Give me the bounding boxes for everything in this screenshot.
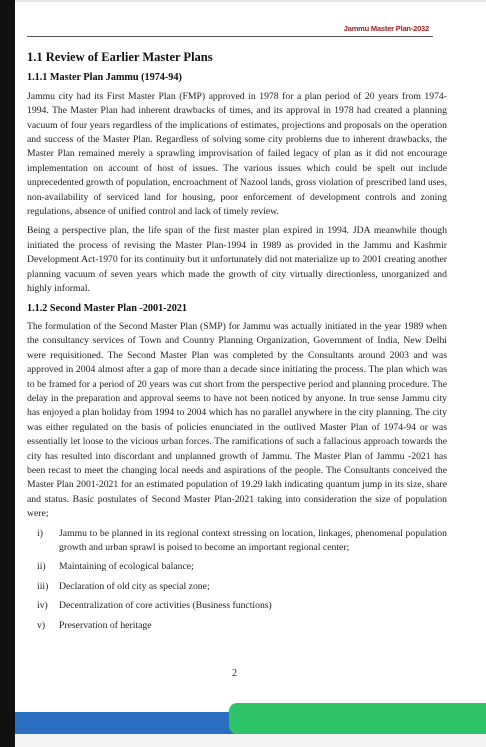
paragraph: Being a perspective plan, the life span of the first master plan expired in 1994. JDA meanwhile though initiated the process of revising the Master Plan-1994 in 1989 as provided in the Jammu and Kashmir Development Act-1970 for its continuity but it unfortunately did not materialize up to 2001 creating another planning vacuum of seven years which made the growth of city virtually directionless, unorganized and highly informal. bbox=[27, 225, 447, 295]
bottom-toolbar-left[interactable] bbox=[15, 712, 235, 734]
paragraph: The formulation of the Second Master Plan (SMP) for Jammu was actually initiated in the year 1989 when the consultancy services of Town and Country Planning Organization, Government of India, New Delhi were requisitioned. The Second Master Plan was completed by the Consultants around 2003 and was approved in 2004 almost after a gap of more than a decade since initiating the process. The plan which was to be framed for a period of 20 years was cut short from the perspective period and planning procedure. The delay in the preparation and approval seems to have not been noticed by anyone. In true sense Jammu city has enjoyed a plan holiday from 1994 to 2004 which has no parallel anywhere in the city planning. The city was either regulated on the basis of policies enunciated in the outlived Master Plan of 1974-94 or was essentially let loose to the vicious urban forces. The ramifications of such a fallacious approach towards the city has resulted into discordant and unplanned growth of Jammu. The Master Plan of Jammu -2021 has been recast to meet the changing local needs and aspirations of the people. The Consultants conceived the Master Plan 2001-2021 for an estimated population of 19.29 lakh indicating quantum jump in its size, share and status. Basic postulates of Second Master Plan-2021 taking into consideration the size of population were; bbox=[27, 320, 447, 520]
list-item-number: iii) bbox=[37, 580, 49, 592]
list-item-text: Decentralization of core activities (Business functions) bbox=[59, 600, 272, 612]
list-item-number: i) bbox=[37, 527, 43, 539]
page-number: 2 bbox=[232, 668, 237, 679]
list-item bbox=[37, 599, 447, 613]
list-item bbox=[37, 619, 447, 633]
list-item-number: iv) bbox=[37, 600, 48, 612]
list-item bbox=[37, 527, 447, 556]
list-item-text: Preservation of heritage bbox=[59, 619, 152, 631]
section-heading: 1.1 Review of Earlier Master Plans bbox=[27, 50, 213, 64]
bottom-strip bbox=[15, 734, 486, 747]
subsection-heading-1: 1.1.1 Master Plan Jammu (1974-94) bbox=[27, 72, 182, 84]
list-item-text: Jammu to be planned in its regional context stressing on location, linkages, phenomenal population growth and urban sprawl is poised to become an important regional center; bbox=[59, 527, 447, 553]
running-header: Jammu Master Plan-2032 bbox=[343, 24, 429, 33]
header-rule bbox=[27, 36, 433, 37]
document-body bbox=[27, 50, 447, 638]
paragraph: Jammu city had its First Master Plan (FMP) approved in 1978 for a plan period of 20 years from 1974-1994. The Master Plan had inherent drawbacks of times, and its approval in 1978 had created a planning vacuum of four years regardless of the implications of estimates, projections and proposals on the operation and success of the Master Plan. Regardless of solving some city problems due to inherent drawbacks, the Master Plan remained merely a sprawling improvisation of failed legacy of plan as it did not encourage implementation on account of host of issues. The various issues which could be spelt out include unprecedented growth of population, encroachment of Nazool lands, gross violation of prescribed land uses, non-availability of serviced land for housing, poor enforcement of development controls and zoning regulations, absence of unified control and lack of timely review. bbox=[27, 90, 447, 218]
page-top-border bbox=[0, 0, 486, 2]
list-item-text: Maintaining of ecological balance; bbox=[59, 561, 194, 573]
viewer-left-edge bbox=[0, 0, 15, 747]
list-item bbox=[37, 580, 447, 594]
list-item-text: Declaration of old city as special zone; bbox=[59, 580, 210, 592]
list-item-number: ii) bbox=[37, 561, 46, 573]
postulates-list bbox=[27, 527, 447, 633]
list-item bbox=[37, 560, 447, 574]
bottom-action-button[interactable] bbox=[229, 703, 486, 734]
list-item-number: v) bbox=[37, 619, 46, 631]
subsection-heading-2: 1.1.2 Second Master Plan -2001-2021 bbox=[27, 302, 187, 314]
